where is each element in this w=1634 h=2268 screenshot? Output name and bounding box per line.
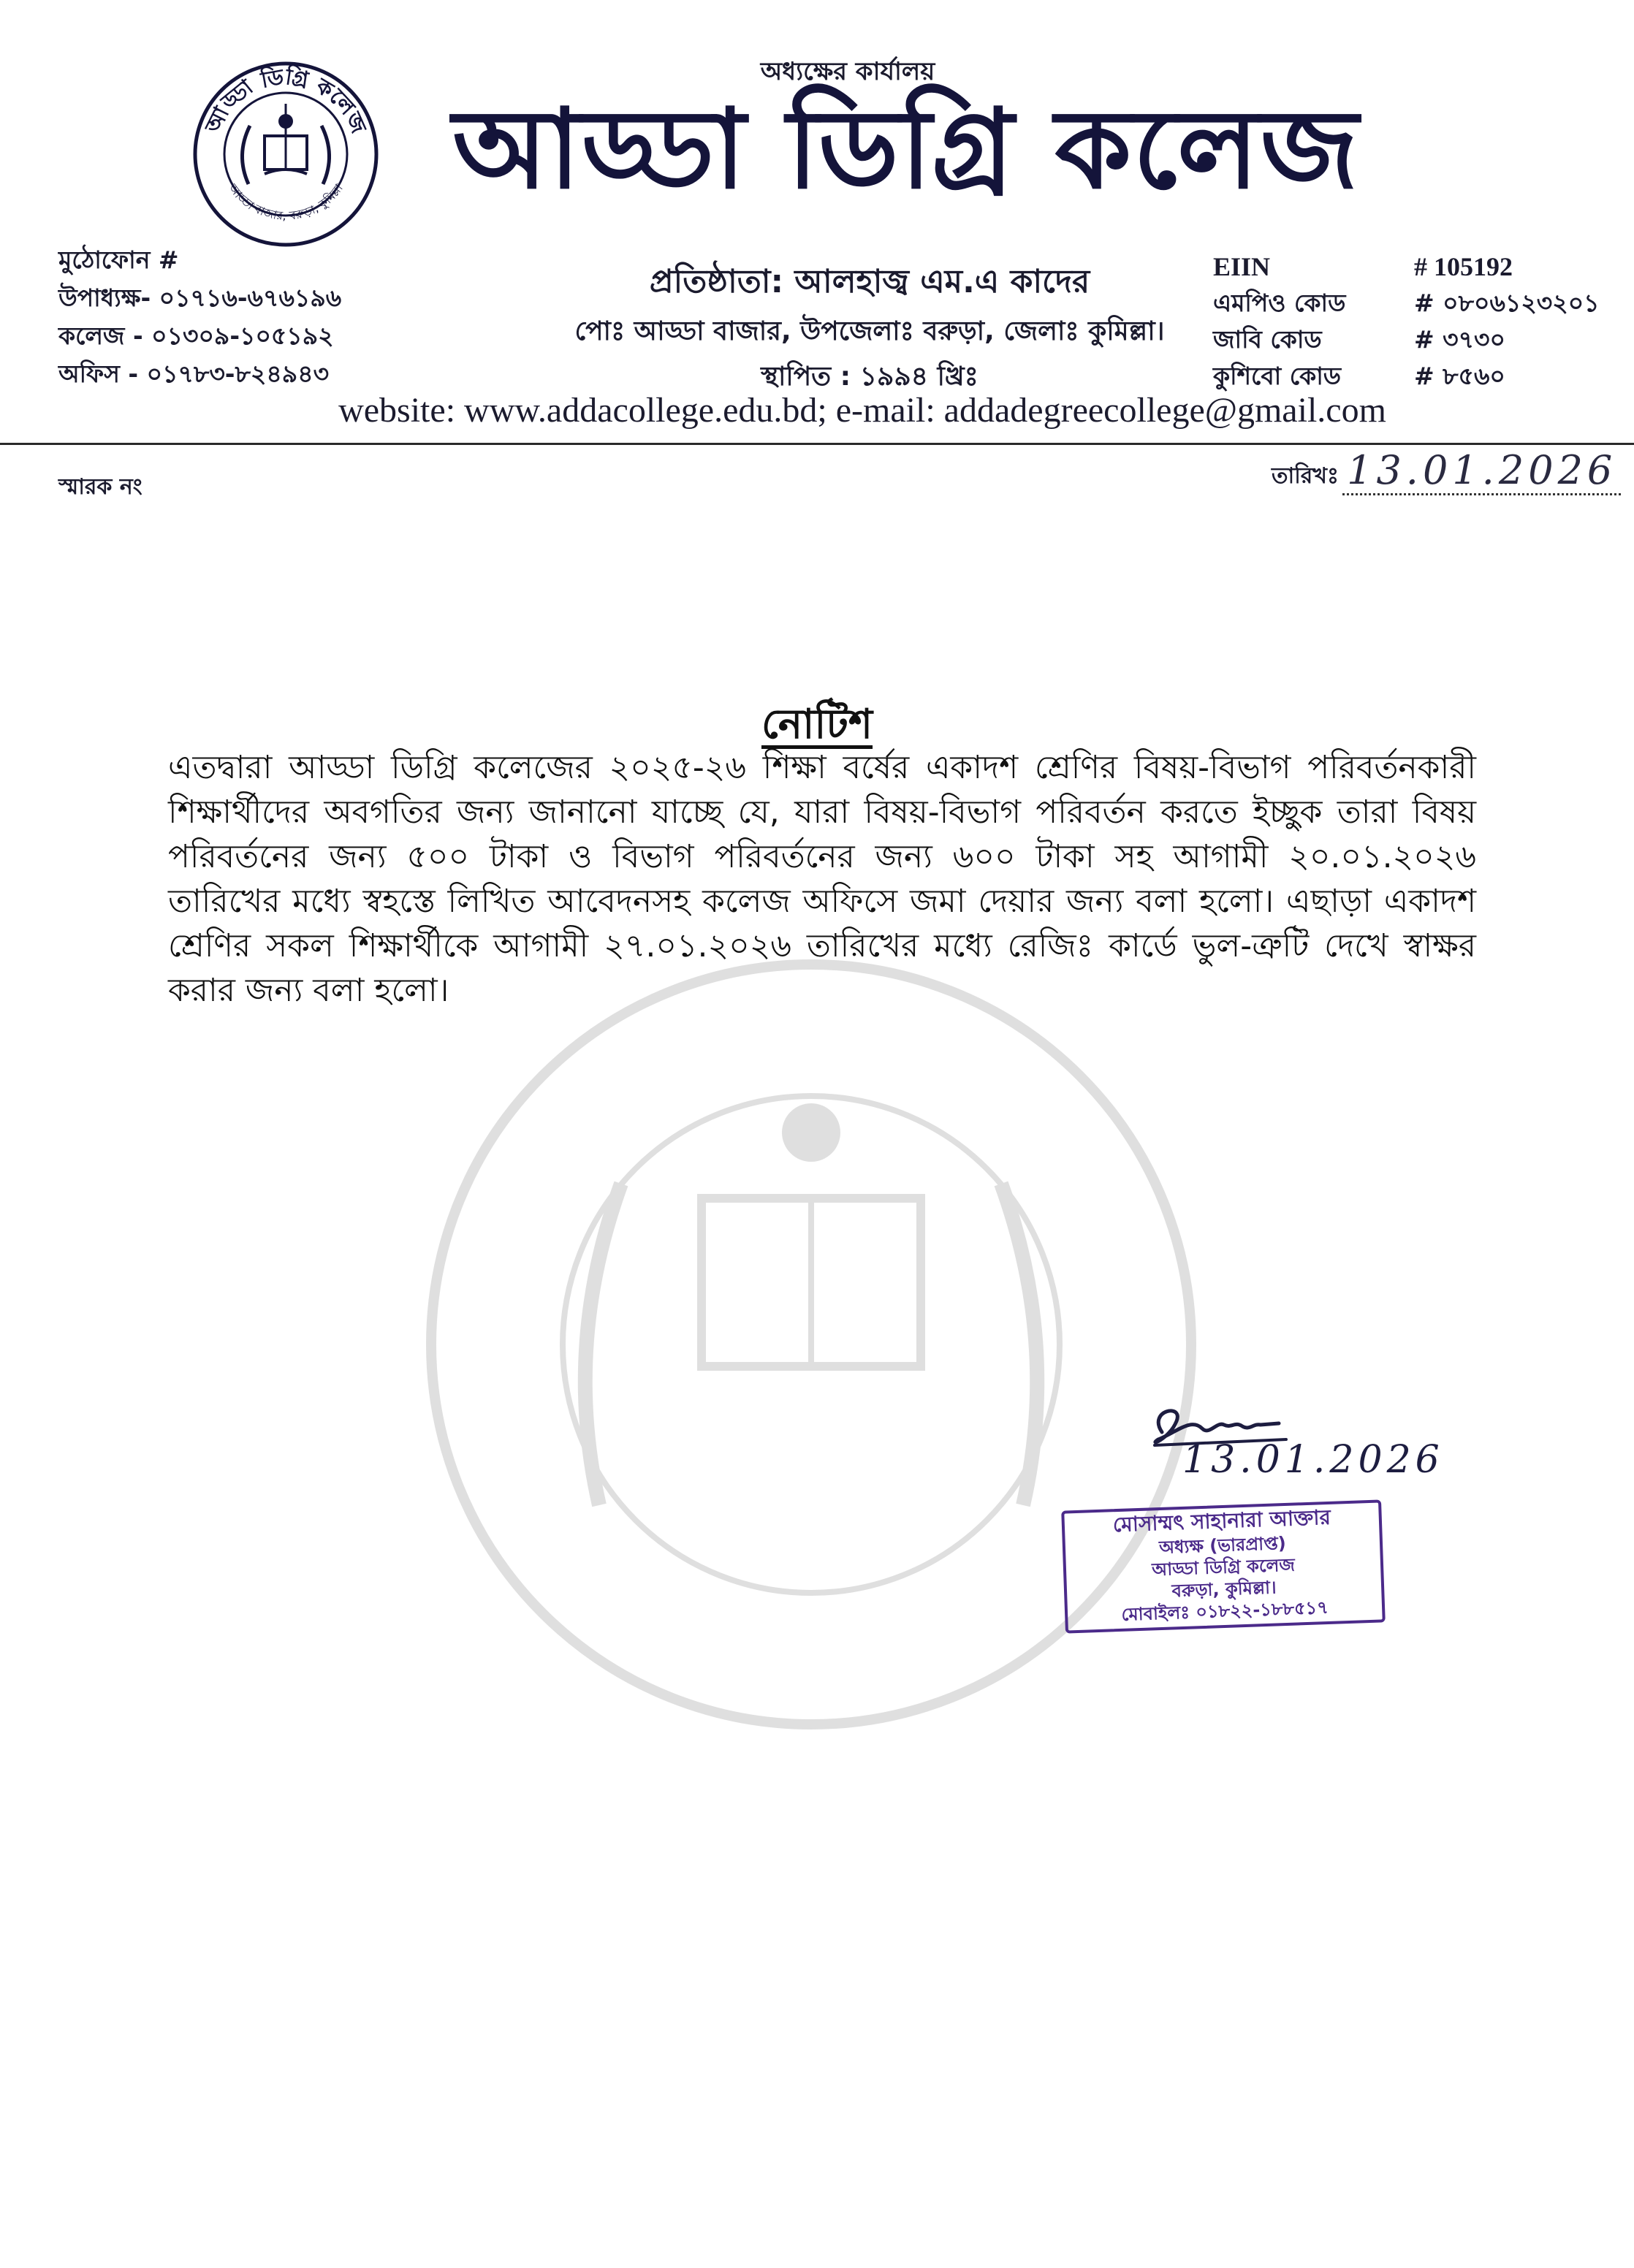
code-row-mpo <box>1213 285 1608 321</box>
phone-block <box>58 241 438 393</box>
svg-text:আড্ডা ডিগ্রি কলেজ: আড্ডা ডিগ্রি কলেজ <box>200 64 371 137</box>
principal-seal <box>1061 1499 1386 1633</box>
phone-heading: মুঠোফোন # <box>58 246 179 274</box>
phone-vice-principal: উপাধ্যক্ষ- ০১৭১৬-৬৭৬১৯৬ <box>58 284 342 312</box>
seal-location: বরুড়া, কুমিল্লা। <box>1171 1577 1277 1602</box>
established-line: স্থাপিত : ১৯৯৪ খ্রিঃ <box>761 362 978 392</box>
seal-college: আড্ডা ডিগ্রি কলেজ <box>1151 1554 1296 1580</box>
svg-text:আড্ডা বাজার, বরুড়া, কুমিল্লা: আড্ডা বাজার, বরুড়া, কুমিল্লা <box>226 181 346 223</box>
code-row-nu <box>1213 321 1608 358</box>
code-row-board <box>1213 358 1608 395</box>
code-label: কুশিবো কোড <box>1213 362 1342 390</box>
address-line: পোঃ আড্ডা বাজার, উপজেলাঃ বরুড়া, জেলাঃ কুমিল্লা। <box>574 316 1165 346</box>
code-label: জাবি কোড <box>1213 325 1322 354</box>
header-divider <box>0 443 1634 445</box>
institution-codes <box>1213 248 1608 395</box>
college-logo <box>191 60 380 248</box>
phone-office: অফিস - ০১৭৮৩-৮২৪৯৪৩ <box>58 359 330 388</box>
website-email-line: website: www.addacollege.edu.bd; e-mail: addadegreecollege@gmail.com <box>338 391 1386 430</box>
notice-heading: নোটিশ <box>761 701 873 748</box>
code-value: # 105192 <box>1414 252 1513 281</box>
code-label: এমপিও কোড <box>1213 289 1346 317</box>
seal-name: মোসাম্মৎ সাহানারা আক্তার <box>1112 1504 1331 1537</box>
seal-mobile: মোবাইলঃ ০১৮২২-১৮৮৫১৭ <box>1121 1597 1329 1625</box>
date-field <box>1272 447 1621 495</box>
code-value: # ৩৭৩০ <box>1414 325 1505 354</box>
code-value: # ০৮০৬১২৩২০১ <box>1414 289 1600 317</box>
signature-date: 13.01.2026 <box>1182 1438 1444 1482</box>
seal-title: অধ্যক্ষ (ভারপ্রাপ্ত) <box>1158 1532 1287 1559</box>
code-row-eiin <box>1213 248 1608 285</box>
code-value: # ৮৫৬০ <box>1414 362 1505 390</box>
memo-number-label: স্মারক নং <box>58 474 142 500</box>
office-title: অধ্যক্ষের কার্যালয় <box>760 57 935 86</box>
notice-body: এতদ্বারা আড্ডা ডিগ্রি কলেজের ২০২৫-২৬ শিক্ষা বর্ষের একাদশ শ্রেণির বিষয়-বিভাগ পরিবর্তনকারী শিক্ষার্থীদের অবগতির জন্য জানানো যাচ্ছে যে, যারা বিষয়-বিভাগ পরিবর্তন করতে ইচ্ছুক তারা বিষয় পরিবর্তনের জন্য ৫০০ টাকা ও বিভাগ পরিবর্তনের জন্য ৬০০ টাকা সহ আগামী ২০.০১.২০২৬ তারিখের মধ্যে স্বহস্তে লিখিত আবেদনসহ কলেজ অফিসে জমা দেয়ার জন্য বলা হলো। এছাড়া একাদশ শ্রেণির সকল শিক্ষার্থীকে আগামী ২৭.০১.২০২৬ তারিখের মধ্যে রেজিঃ কার্ডে ভুল-ত্রুটি দেখে স্বাক্ষর করার জন্য বলা হলো। <box>168 749 1476 1009</box>
founder-line: প্রতিষ্ঠাতা: আলহাজ্ব এম.এ কাদের <box>649 263 1090 300</box>
date-label: তারিখঃ <box>1272 463 1339 489</box>
date-value: 13.01.2026 <box>1342 447 1621 495</box>
code-label: EIIN <box>1213 252 1271 281</box>
college-name: আড্ডা ডিগ্রি কলেজ <box>452 86 1360 213</box>
phone-college: কলেজ - ০১৩০৯-১০৫১৯২ <box>58 321 334 350</box>
